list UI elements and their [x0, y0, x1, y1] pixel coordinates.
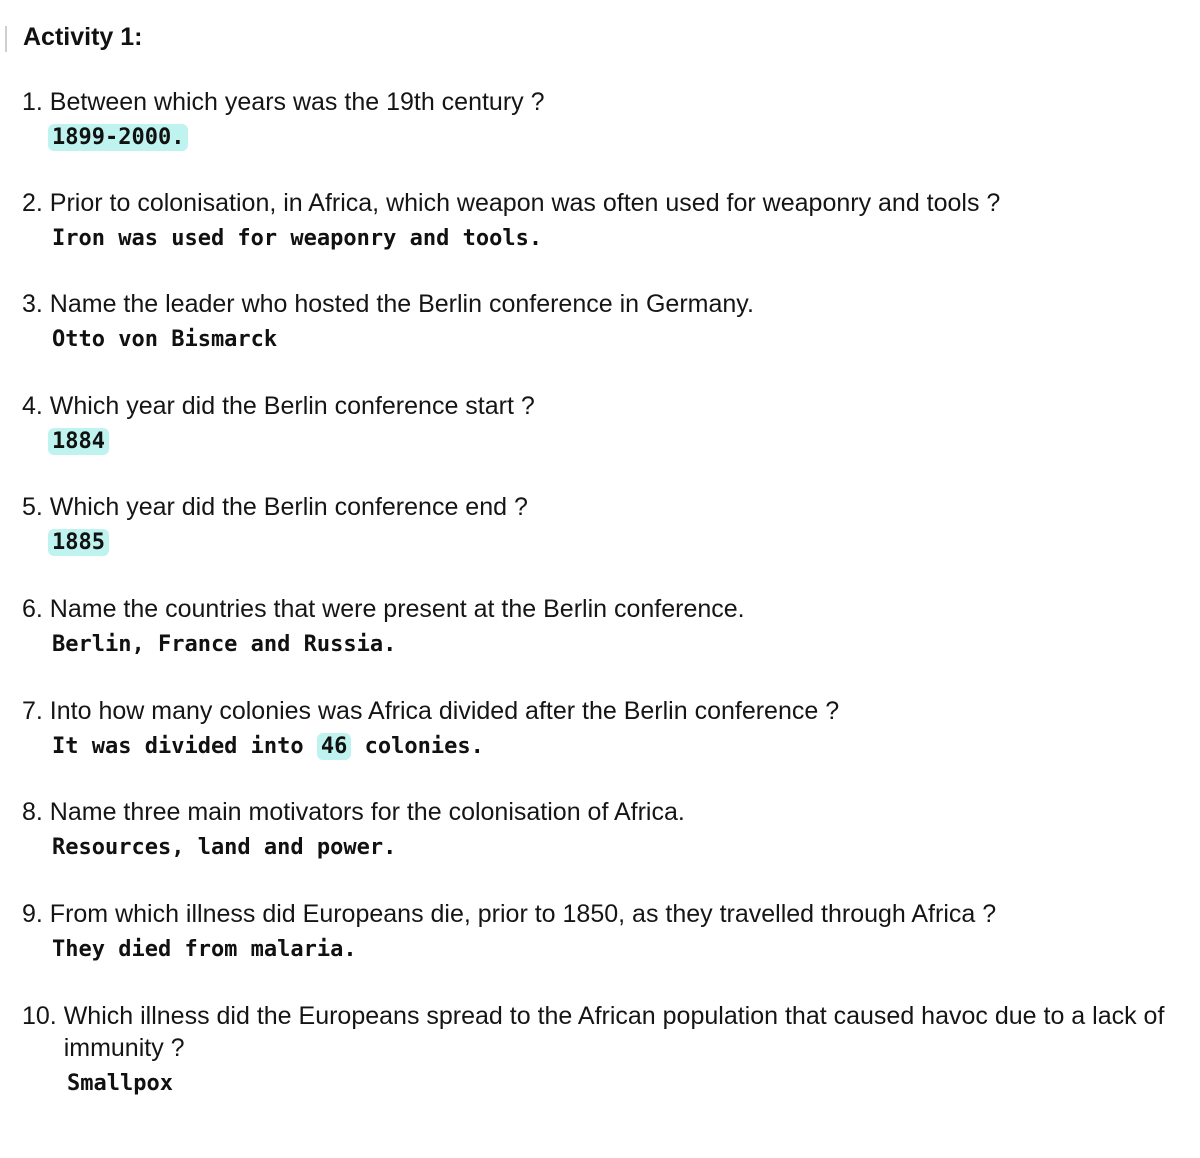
question-item-4	[22, 390, 1182, 458]
question-text: Into how many colonies was Africa divided after the Berlin conference ?	[49, 697, 840, 725]
highlighted-answer: 1885	[48, 529, 109, 556]
question-1	[22, 86, 1182, 118]
question-number: 5.	[22, 493, 50, 521]
answer-10: Smallpox	[67, 1071, 173, 1096]
question-item-10	[22, 1000, 1182, 1100]
answer-prefix: It was divided into	[52, 734, 317, 759]
question-item-8	[22, 796, 1182, 864]
question-text: Name three main motivators for the colonisation of Africa.	[49, 798, 685, 826]
question-3	[22, 288, 1182, 320]
answer-1	[52, 122, 1182, 154]
question-number: 9.	[22, 900, 50, 928]
question-text: Which year did the Berlin conference end ?	[49, 493, 528, 521]
answer-5	[52, 527, 1182, 559]
question-text: Between which years was the 19th century ?	[49, 88, 545, 116]
question-number: 8.	[22, 798, 50, 826]
question-item-9	[22, 898, 1182, 966]
question-number: 6.	[22, 595, 50, 623]
question-10	[22, 1000, 1182, 1064]
question-number: 10.	[22, 1002, 64, 1030]
question-item-6	[22, 593, 1182, 661]
answer-9: They died from malaria.	[52, 937, 357, 962]
question-2	[22, 187, 1182, 219]
question-7	[22, 695, 1182, 727]
question-text: Name the countries that were present at the Berlin conference.	[49, 595, 745, 623]
answer-8: Resources, land and power.	[52, 835, 397, 860]
question-8	[22, 796, 1182, 828]
question-number: 1.	[22, 88, 50, 116]
question-number: 4.	[22, 392, 50, 420]
highlighted-answer: 1899-2000.	[48, 124, 188, 151]
question-item-3	[22, 288, 1182, 356]
question-text: Which illness did the Europeans spread to the African population that caused havoc due to a lack of immunity ?	[63, 1002, 1165, 1062]
answer-4	[52, 426, 1182, 458]
question-text: Which year did the Berlin conference start ?	[49, 392, 535, 420]
question-text: Prior to colonisation, in Africa, which weapon was often used for weaponry and tools ?	[49, 189, 1001, 217]
question-number: 7.	[22, 697, 50, 725]
question-text: Name the leader who hosted the Berlin conference in Germany.	[49, 290, 754, 318]
page-edge-mark	[5, 26, 7, 52]
question-item-7	[22, 695, 1182, 763]
answer-suffix: colonies.	[351, 734, 484, 759]
question-number: 2.	[22, 189, 50, 217]
question-6	[22, 593, 1182, 625]
answer-2: Iron was used for weaponry and tools.	[52, 226, 543, 251]
question-item-5	[22, 491, 1182, 559]
answer-3: Otto von Bismarck	[52, 327, 278, 352]
answer-6: Berlin, France and Russia.	[52, 632, 397, 657]
answer-7	[52, 731, 1182, 763]
question-item-2	[22, 187, 1182, 255]
question-text: From which illness did Europeans die, prior to 1850, as they travelled through Africa ?	[49, 900, 997, 928]
question-9	[22, 898, 1182, 930]
activity-title: Activity 1:	[23, 23, 143, 51]
question-item-1	[22, 86, 1182, 154]
highlighted-answer: 46	[317, 733, 352, 760]
question-4	[22, 390, 1182, 422]
question-number: 3.	[22, 290, 50, 318]
question-5	[22, 491, 1182, 523]
highlighted-answer: 1884	[48, 428, 109, 455]
